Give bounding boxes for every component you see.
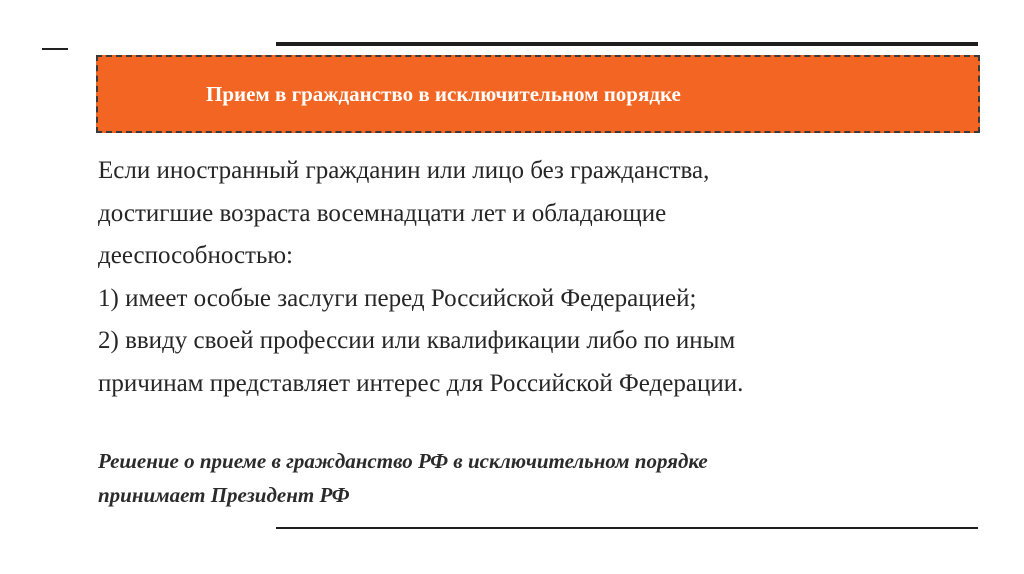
top-divider — [276, 42, 978, 46]
conclusion-text — [98, 444, 978, 512]
list-item-2-line-2: причинам представляет интерес для Российской Федерации. — [98, 369, 744, 397]
title-banner — [96, 55, 980, 133]
slide-title: Прием в гражданство в исключительном порядке — [206, 82, 681, 106]
body-line-1: Если иностранный гражданин или лицо без гражданства, — [98, 157, 710, 184]
corner-dash-decoration — [42, 48, 68, 50]
list-item-2-line-1: 2) ввиду своей профессии или квалификации либо по иным — [98, 327, 736, 354]
body-text — [98, 150, 978, 405]
list-item-1: 1) имеет особые заслуги перед Российской Федерацией; — [98, 284, 697, 312]
conclusion-line-2: принимает Президент РФ — [98, 483, 350, 507]
conclusion-line-1: Решение о приеме в гражданство РФ в исключительном порядке — [98, 449, 708, 473]
body-line-3: дееспособностью: — [98, 242, 293, 269]
bottom-divider — [276, 527, 978, 529]
body-line-2: достигшие возраста восемнадцати лет и обладающие — [98, 199, 667, 227]
